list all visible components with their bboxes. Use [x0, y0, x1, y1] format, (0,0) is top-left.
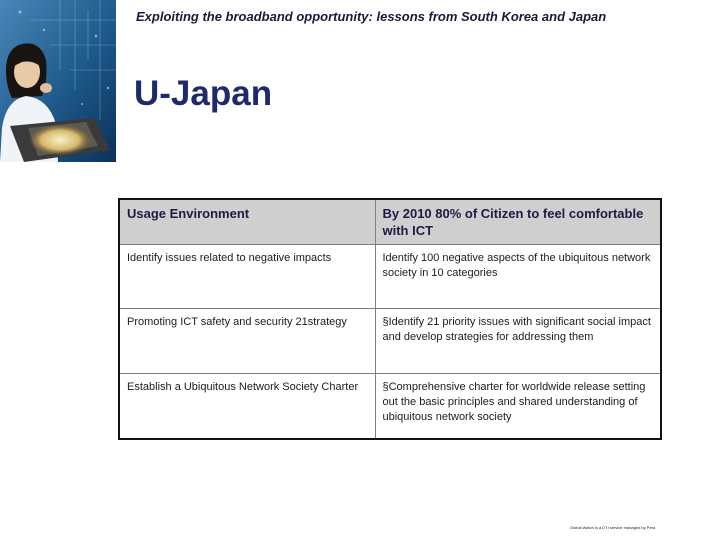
header-photo-woman-at-laptop	[0, 0, 116, 162]
table-row	[119, 245, 661, 309]
table-cell: §Comprehensive charter for worldwide release setting out the basic principles and shared understanding of ubiquitous network society	[375, 374, 661, 440]
table-cell: §Identify 21 priority issues with significant social impact and develop strategies for addressing them	[375, 309, 661, 374]
table-cell: Identify 100 negative aspects of the ubiquitous network society in 10 categories	[375, 245, 661, 309]
table-header-row	[119, 199, 661, 245]
page-title: U-Japan	[134, 74, 273, 113]
banner-title: Exploiting the broadband opportunity: lessons from South Korea and Japan	[136, 9, 607, 24]
table-cell: Establish a Ubiquitous Network Society Charter	[119, 374, 375, 440]
table-header-cell: By 2010 80% of Citizen to feel comfortable with ICT	[375, 199, 661, 245]
table-cell: Promoting ICT safety and security 21strategy	[119, 309, 375, 374]
table-header-cell: Usage Environment	[119, 199, 375, 245]
footer-credit: Global Watch is a DTI service managed by Pera	[570, 525, 656, 530]
table-row	[119, 374, 661, 440]
table-cell: Identify issues related to negative impacts	[119, 245, 375, 309]
u-japan-table	[118, 198, 662, 440]
table-row	[119, 309, 661, 374]
